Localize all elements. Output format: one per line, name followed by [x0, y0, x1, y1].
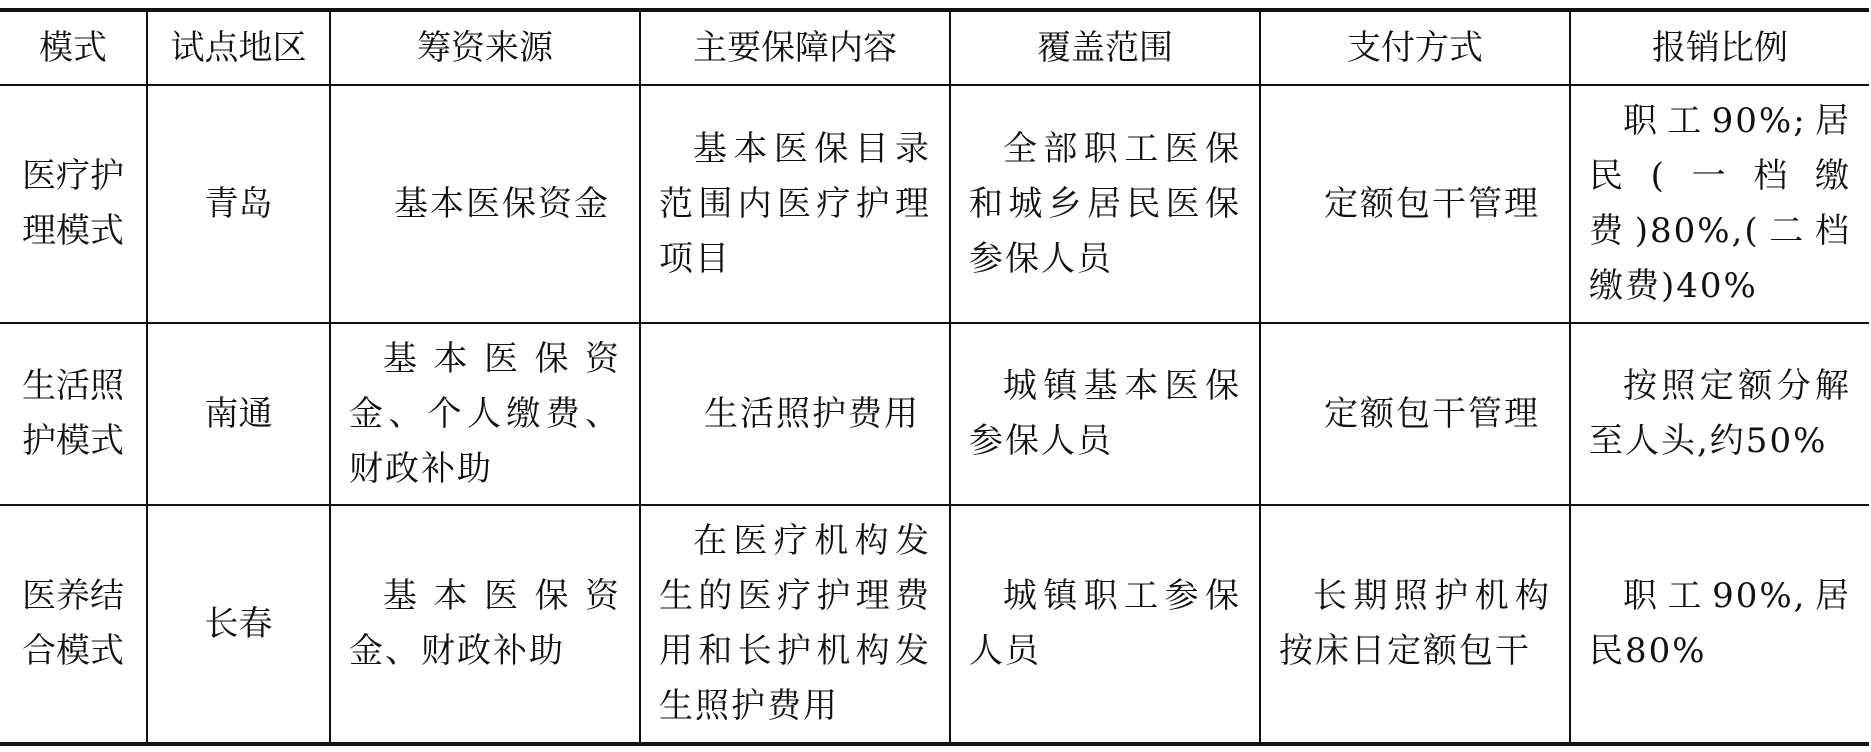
cell-mode: 医养结合模式: [0, 505, 147, 744]
header-payment-method: 支付方式: [1260, 10, 1570, 85]
long-term-care-pilot-table: [0, 8, 1869, 746]
cell-payment-method: 长期照护机构按床日定额包干: [1260, 505, 1570, 744]
table-row: [0, 85, 1869, 323]
cell-main-coverage-content: 基本医保目录范围内医疗护理项目: [640, 85, 950, 323]
cell-pilot-area: 南通: [147, 323, 330, 505]
cell-main-coverage-content: 生活照护费用: [640, 323, 950, 505]
header-pilot-area: 试点地区: [147, 10, 330, 85]
header-main-coverage-content: 主要保障内容: [640, 10, 950, 85]
cell-mode: 生活照护模式: [0, 323, 147, 505]
cell-mode: 医疗护理模式: [0, 85, 147, 323]
table-row: [0, 323, 1869, 505]
header-funding-source: 筹资来源: [330, 10, 640, 85]
cell-coverage-scope: 城镇基本医保参保人员: [950, 323, 1260, 505]
cell-coverage-scope: 城镇职工参保人员: [950, 505, 1260, 744]
cell-coverage-scope: 全部职工医保和城乡居民医保参保人员: [950, 85, 1260, 323]
header-coverage-scope: 覆盖范围: [950, 10, 1260, 85]
cell-funding-source: 基本医保资金: [330, 85, 640, 323]
cell-pilot-area: 长春: [147, 505, 330, 744]
cell-payment-method: 定额包干管理: [1260, 323, 1570, 505]
cell-reimbursement-ratio: 职工90%;居民(一档缴费)80%,(二档缴费)40%: [1570, 85, 1869, 323]
cell-payment-method: 定额包干管理: [1260, 85, 1570, 323]
table-header-row: [0, 10, 1869, 85]
cell-reimbursement-ratio: 职工90%,居民80%: [1570, 505, 1869, 744]
header-reimbursement-ratio: 报销比例: [1570, 10, 1869, 85]
cell-pilot-area: 青岛: [147, 85, 330, 323]
cell-funding-source: 基本医保资金、个人缴费、财政补助: [330, 323, 640, 505]
cell-reimbursement-ratio: 按照定额分解至人头,约50%: [1570, 323, 1869, 505]
cell-funding-source: 基本医保资金、财政补助: [330, 505, 640, 744]
header-mode: 模式: [0, 10, 147, 85]
table-row: [0, 505, 1869, 744]
cell-main-coverage-content: 在医疗机构发生的医疗护理费用和长护机构发生照护费用: [640, 505, 950, 744]
